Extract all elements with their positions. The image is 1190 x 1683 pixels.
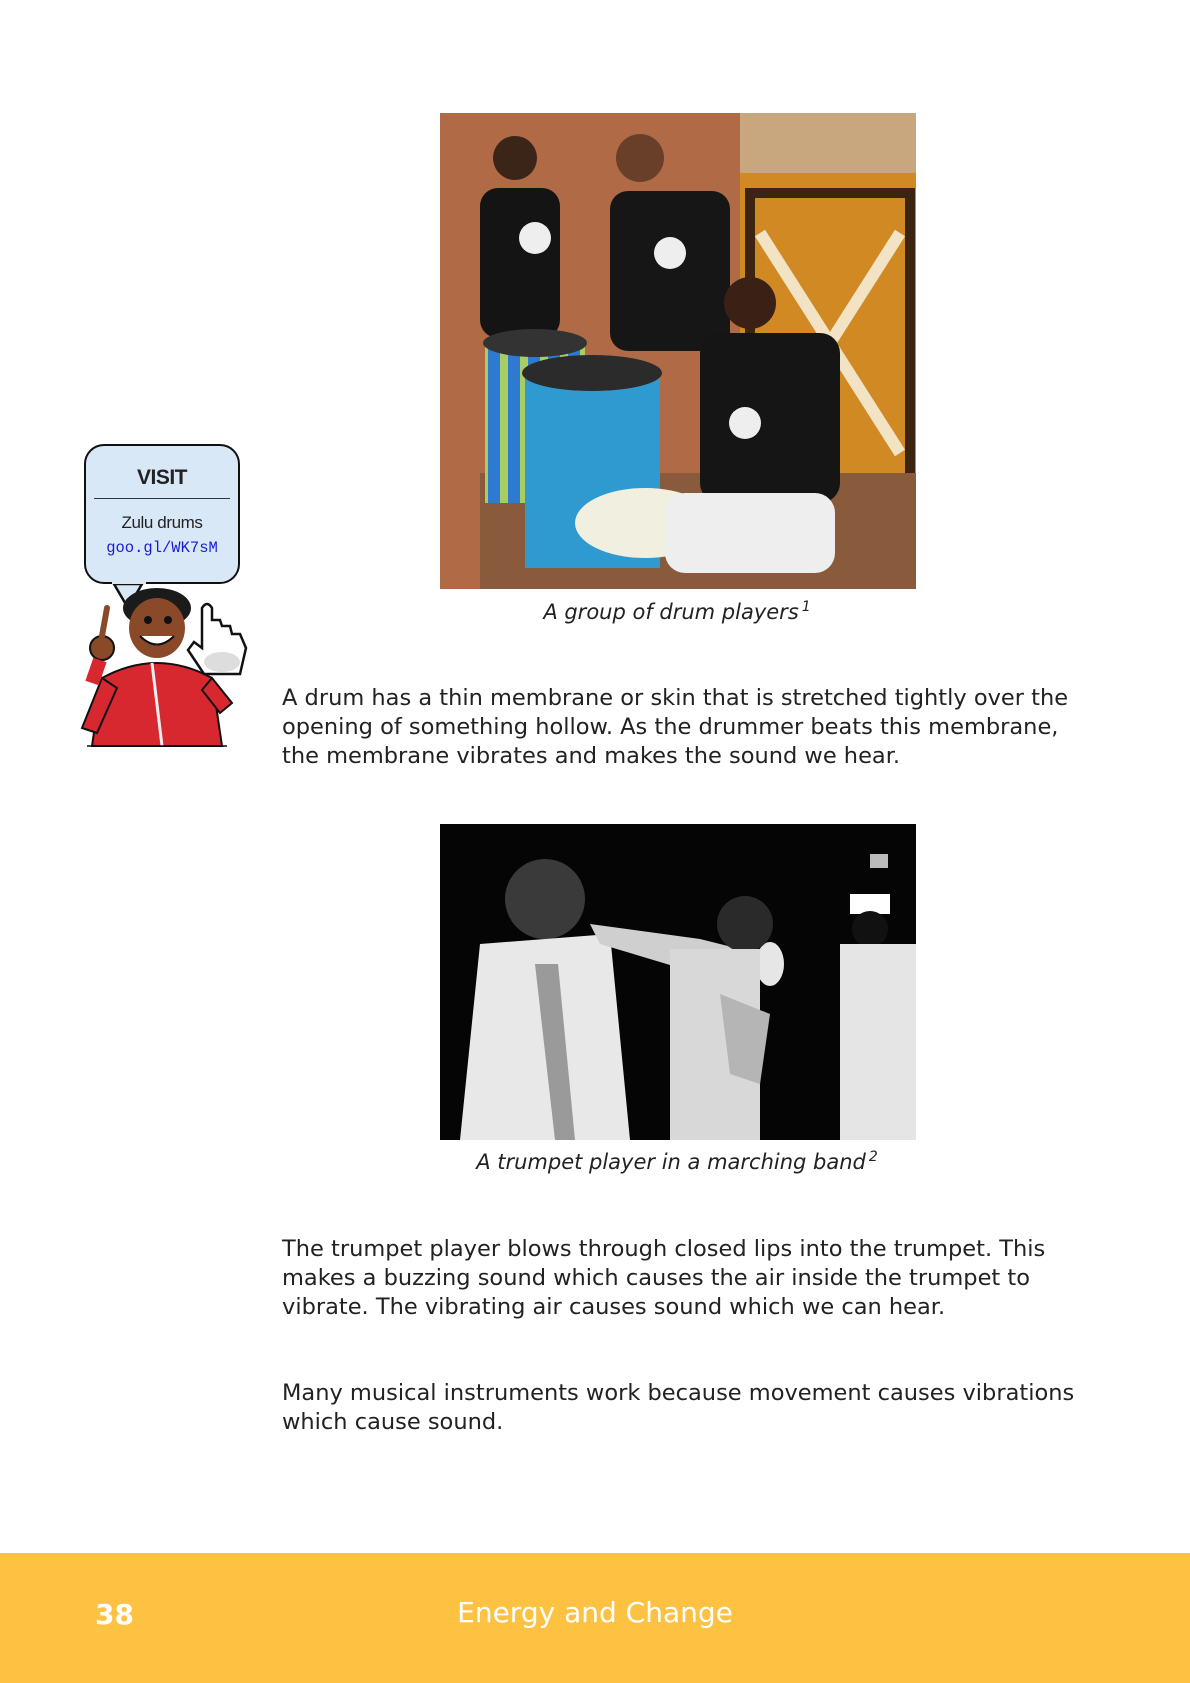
drum-footnote-marker: 1 bbox=[801, 599, 811, 615]
trumpet-player-photo bbox=[440, 824, 916, 1140]
page-number: 38 bbox=[95, 1598, 134, 1631]
visit-link[interactable]: goo.gl/WK7sM bbox=[106, 539, 218, 557]
trumpet-paragraph: The trumpet player blows through closed lips into the trumpet. This makes a buzzing sound which causes the air inside the trumpet to vibrate. The vibrating air causes sound which we can hear. bbox=[282, 1236, 1046, 1320]
visit-callout bbox=[84, 444, 240, 584]
drum-paragraph: A drum has a thin membrane or skin that is stretched tightly over the opening of something hollow. As the drummer beats this membrane, the membrane vibrates and makes the sound we hear. bbox=[282, 685, 1069, 769]
visit-divider bbox=[94, 498, 230, 499]
footer-title: Energy and Change bbox=[457, 1596, 733, 1629]
trumpet-photo-caption: A trumpet player in a marching band $^2$ bbox=[476, 1149, 878, 1174]
instruments-paragraph: Many musical instruments work because movement causes vibrations which cause sound. bbox=[282, 1380, 1075, 1435]
trumpet-footnote-marker: 2 bbox=[868, 1149, 878, 1165]
drum-players-photo bbox=[440, 113, 916, 589]
drum-photo-caption: A group of drum players $^1$ bbox=[543, 599, 811, 624]
visit-title: VISIT bbox=[136, 466, 187, 489]
visit-label: Zulu drums bbox=[121, 513, 203, 532]
mascot-illustration bbox=[62, 578, 262, 750]
page-footer bbox=[0, 1553, 1190, 1683]
